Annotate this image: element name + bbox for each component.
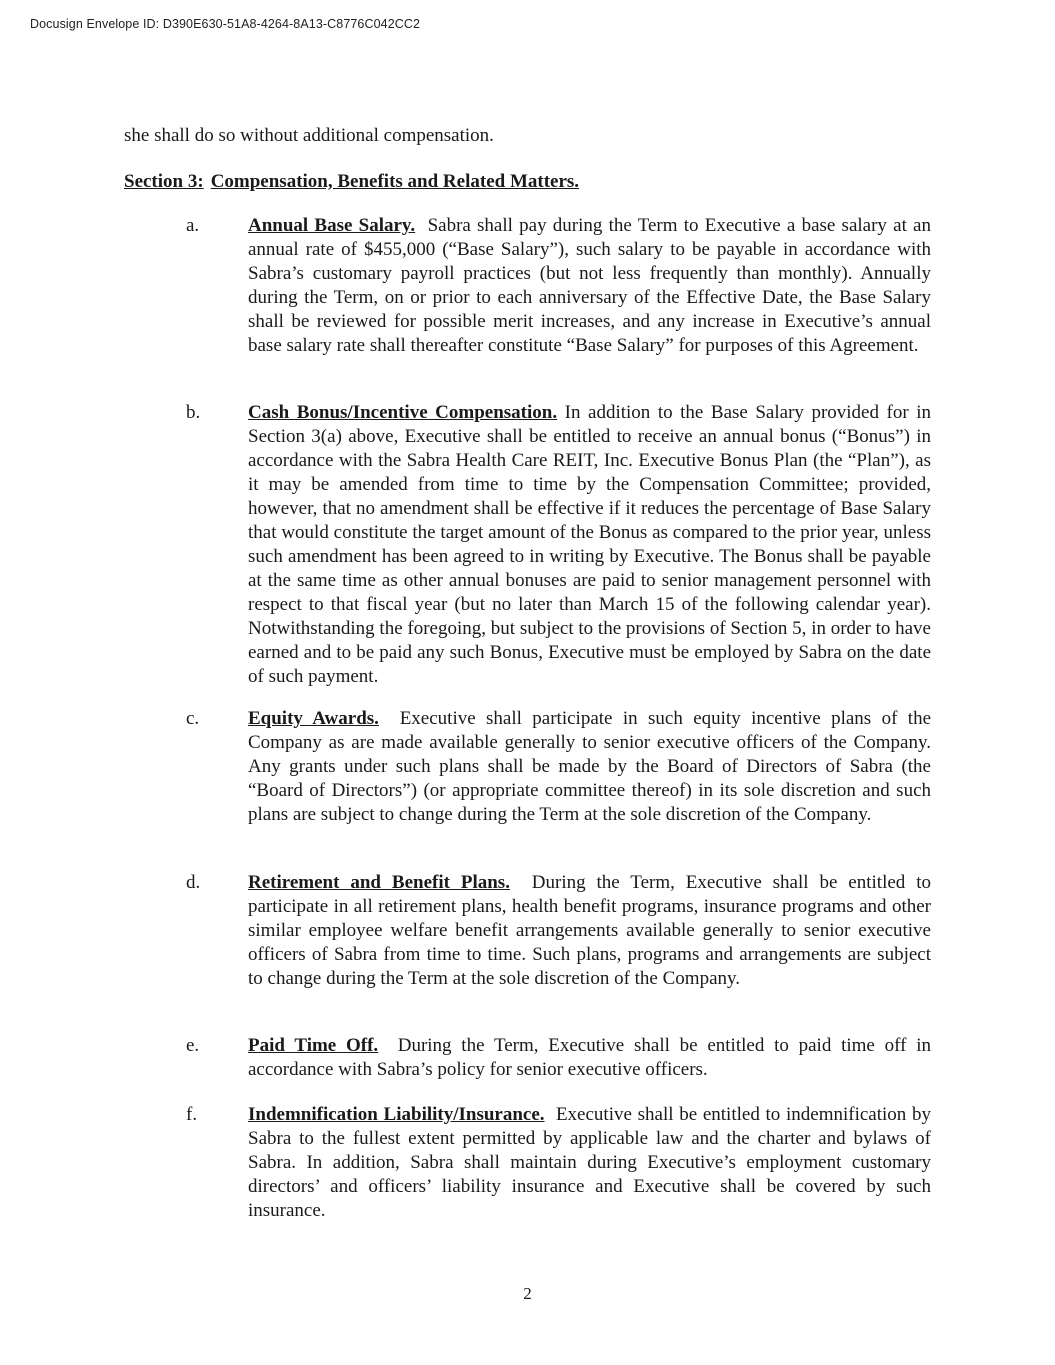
item-title: Cash Bonus/Incentive Compensation. (248, 402, 558, 423)
item-text: During the Term, Executive shall be entitled to paid time off in accordance with Sabra’s policy for senior executive officers. (248, 1035, 931, 1080)
item-title: Annual Base Salary. (248, 215, 416, 236)
list-item-b (124, 401, 931, 689)
item-letter: b. (186, 402, 201, 423)
list-item-a (124, 214, 931, 358)
item-text: Executive shall be entitled to indemnification by Sabra to the fullest extent permitted by applicable law and the charter and bylaws of Sabra. In addition, Sabra shall maintain during Executive’s employment customary directors’ and officers’ liability insurance and Executive shall be covered by such insurance. (248, 1104, 931, 1221)
item-title: Indemnification Liability/Insurance. (248, 1104, 545, 1125)
section-heading (124, 170, 579, 194)
item-text: Executive shall participate in such equity incentive plans of the Company as are made available generally to senior executive officers of the Company. Any grants under such plans shall be made by the Board of Directors of Sabra (the “Board of Directors”) (or appropriate committee thereof) in its sole discretion and such plans are subject to change during the Term at the sole discretion of the Company. (248, 708, 931, 825)
intro-paragraph: she shall do so without additional compensation. (124, 125, 494, 146)
list-item-d (124, 871, 931, 991)
item-body (248, 1034, 931, 1082)
item-letter: e. (186, 1035, 200, 1056)
page-number: 2 (523, 1284, 532, 1303)
item-body (248, 214, 931, 358)
item-letter: d. (186, 872, 201, 893)
item-text: In addition to the Base Salary provided for in Section 3(a) above, Executive shall be entitled to receive an annual bonus (“Bonus”) in accordance with the Sabra Health Care REIT, Inc. Executive Bonus Plan (the “Plan”), as it may be amended from time to time by the Compensation Committee; provided, however, that no amendment shall be effective if it reduces the percentage of Base Salary that would constitute the target amount of the Bonus as compared to the prior year, unless such amendment has been agreed to in writing by Executive. The Bonus shall be payable at the same time as other annual bonuses are paid to senior management personnel with respect to that fiscal year (but no later than March 15 of the following calendar year). Notwithstanding the foregoing, but subject to the provisions of Section 5, in order to have earned and to be paid any such Bonus, Executive must be employed by Sabra on the date of such payment. (248, 402, 931, 687)
item-letter: c. (186, 708, 200, 729)
item-title: Retirement and Benefit Plans. (248, 872, 510, 893)
item-body (248, 871, 931, 991)
item-body (248, 401, 931, 689)
item-body (248, 1103, 931, 1223)
list-item-c (124, 707, 931, 827)
section-title: Compensation, Benefits and Related Matters. (210, 171, 580, 192)
item-text: During the Term, Executive shall be entitled to participate in all retirement plans, health benefit programs, insurance programs and other similar employee welfare benefit arrangements available generally to senior executive officers of Sabra from time to time. Such plans, programs and arrangements are subject to change during the Term at the sole discretion of the Company. (248, 872, 931, 989)
list-item-e (124, 1034, 931, 1082)
item-letter: a. (186, 215, 200, 236)
item-body (248, 707, 931, 827)
docusign-envelope-id: Docusign Envelope ID: D390E630-51A8-4264-8A13-C8776C042CC2 (30, 17, 421, 31)
item-title: Equity Awards. (248, 708, 379, 729)
section-number: Section 3: (124, 171, 204, 192)
item-text: Sabra shall pay during the Term to Executive a base salary at an annual rate of $455,000 (“Base Salary”), such salary to be payable in accordance with Sabra’s customary payroll practices (but not less frequently than monthly). Annually during the Term, on or prior to each anniversary of the Effective Date, the Base Salary shall be reviewed for possible merit increases, and any increase in Executive’s annual base salary rate shall thereafter constitute “Base Salary” for purposes of this Agreement. (248, 215, 931, 356)
item-title: Paid Time Off. (248, 1035, 379, 1056)
item-letter: f. (186, 1104, 198, 1125)
list-item-f (124, 1103, 931, 1223)
